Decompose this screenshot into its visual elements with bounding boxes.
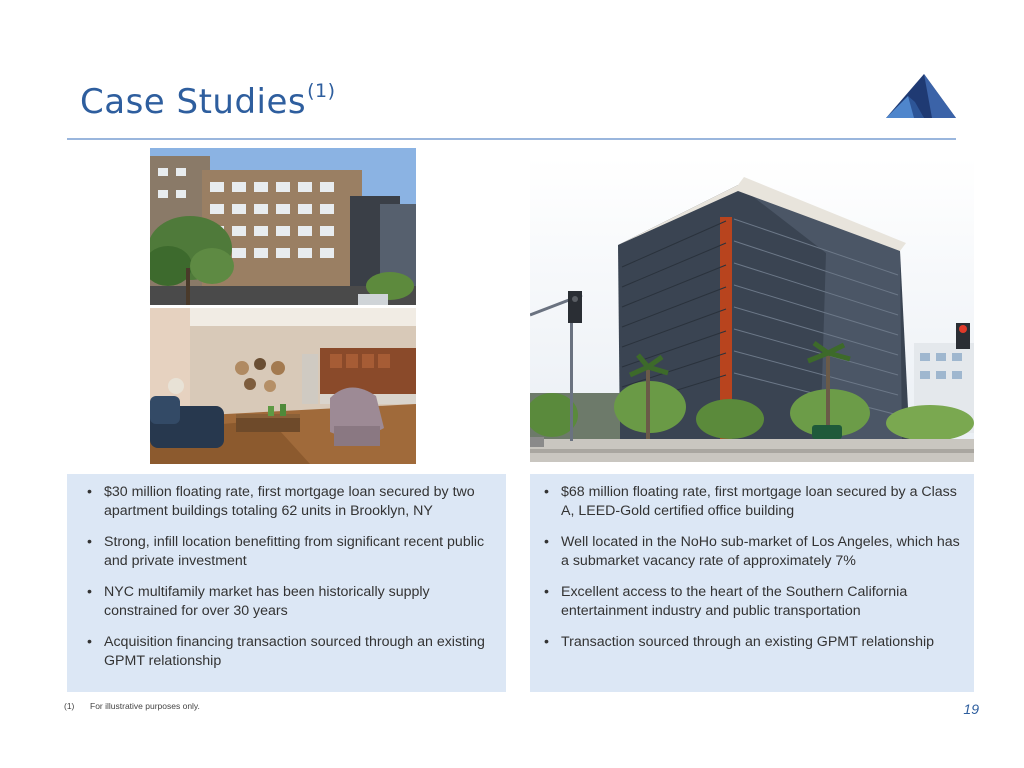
- bullet-icon: •: [544, 634, 549, 650]
- list-item: [544, 533, 964, 570]
- noho-case-study-panel: [530, 474, 974, 692]
- title-text: Case Studies: [80, 82, 307, 122]
- list-item: [544, 483, 964, 520]
- bullet-text: NYC multifamily market has been historically supply constrained for over 30 years: [104, 584, 430, 619]
- list-item: [87, 633, 496, 670]
- noho-case-bullets: [544, 483, 964, 652]
- list-item: [87, 583, 496, 620]
- list-item: [87, 483, 496, 520]
- page-title: [80, 80, 336, 122]
- bullet-icon: •: [87, 534, 92, 550]
- brooklyn-case-study-panel: [67, 474, 506, 692]
- list-item: [544, 633, 964, 652]
- bullet-text: $30 million floating rate, first mortgage loan secured by two apartment buildings totaling 62 units in Brooklyn, NY: [104, 484, 475, 519]
- bullet-icon: •: [544, 484, 549, 500]
- footnote-number: (1): [64, 701, 75, 711]
- footnote: [64, 701, 200, 711]
- noho-office-building-image: [530, 157, 974, 462]
- bullet-text: $68 million floating rate, first mortgage loan secured by a Class A, LEED-Gold certified office building: [561, 484, 957, 519]
- bullet-text: Acquisition financing transaction sourced through an existing GPMT relationship: [104, 634, 485, 669]
- brooklyn-apartment-exterior-image: [150, 148, 416, 305]
- brooklyn-case-bullets: [87, 483, 496, 670]
- company-logo-mountain-icon: [884, 72, 958, 120]
- bullet-icon: •: [87, 484, 92, 500]
- title-footnote-marker: (1): [307, 80, 336, 102]
- list-item: [544, 583, 964, 620]
- list-item: [87, 533, 496, 570]
- bullet-text: Transaction sourced through an existing GPMT relationship: [561, 634, 935, 650]
- brooklyn-apartment-interior-image: [150, 308, 416, 464]
- bullet-text: Well located in the NoHo sub-market of Los Angeles, which has a submarket vacancy rate of approximately 7%: [561, 534, 960, 569]
- bullet-text: Strong, infill location benefitting from significant recent public and private investment: [104, 534, 485, 569]
- bullet-icon: •: [544, 584, 549, 600]
- bullet-icon: •: [544, 534, 549, 550]
- bullet-icon: •: [87, 584, 92, 600]
- bullet-icon: •: [87, 634, 92, 650]
- page-number: 19: [963, 701, 979, 717]
- title-divider: [67, 138, 956, 140]
- bullet-text: Excellent access to the heart of the Southern California entertainment industry and public transportation: [561, 584, 908, 619]
- footnote-text: For illustrative purposes only.: [90, 701, 200, 711]
